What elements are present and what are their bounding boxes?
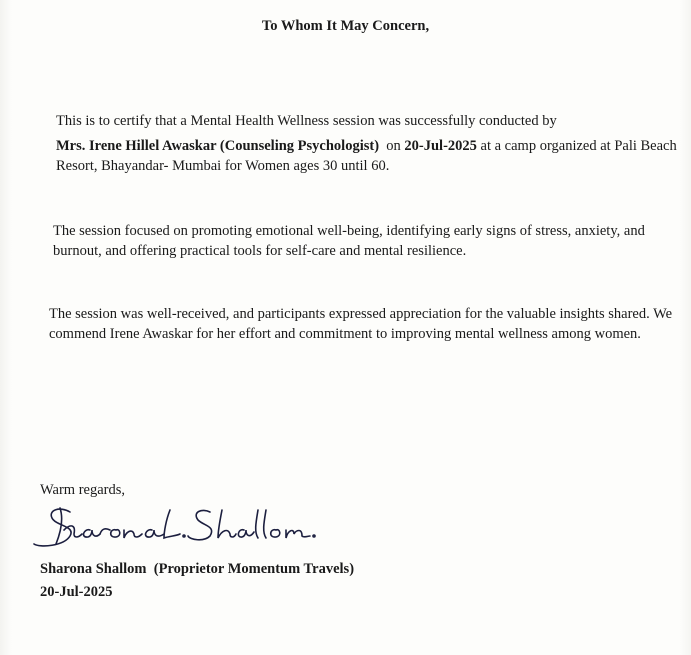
appreciation-paragraph: The session was well-received, and participants expressed appreciation for the valuable insights shared. We commend Irene Awaskar for her effort and commitment to improving mental wellness among women. [49, 306, 673, 342]
location-text: at a camp organized at Pali Beach Resort, Bhayandar- Mumbai for Women ages 30 until 60. [56, 138, 677, 174]
session-date: 20-Jul-2025 [404, 138, 477, 154]
session-focus-paragraph: The session focused on promoting emotional well-being, identifying early signs of stress, anxiety, and burnout, and offering practical tools for self-care and mental resilience. [53, 223, 645, 259]
certification-paragraph: This is to certify that a Mental Health Wellness session was successfully conducted by [56, 113, 557, 129]
date-prefix: on [379, 138, 405, 154]
signature-date: 20-Jul-2025 [40, 584, 113, 600]
psychologist-name: Mrs. Irene Hillel Awaskar (Counseling Psychologist) [56, 138, 380, 154]
session-details-paragraph [56, 136, 686, 176]
closing-text: Warm regards, [40, 482, 125, 498]
signer-name: Sharona Shallom (Proprietor Momentum Travels) [40, 561, 355, 577]
handwritten-signature [30, 500, 320, 552]
letter-heading: To Whom It May Concern, [261, 18, 430, 34]
